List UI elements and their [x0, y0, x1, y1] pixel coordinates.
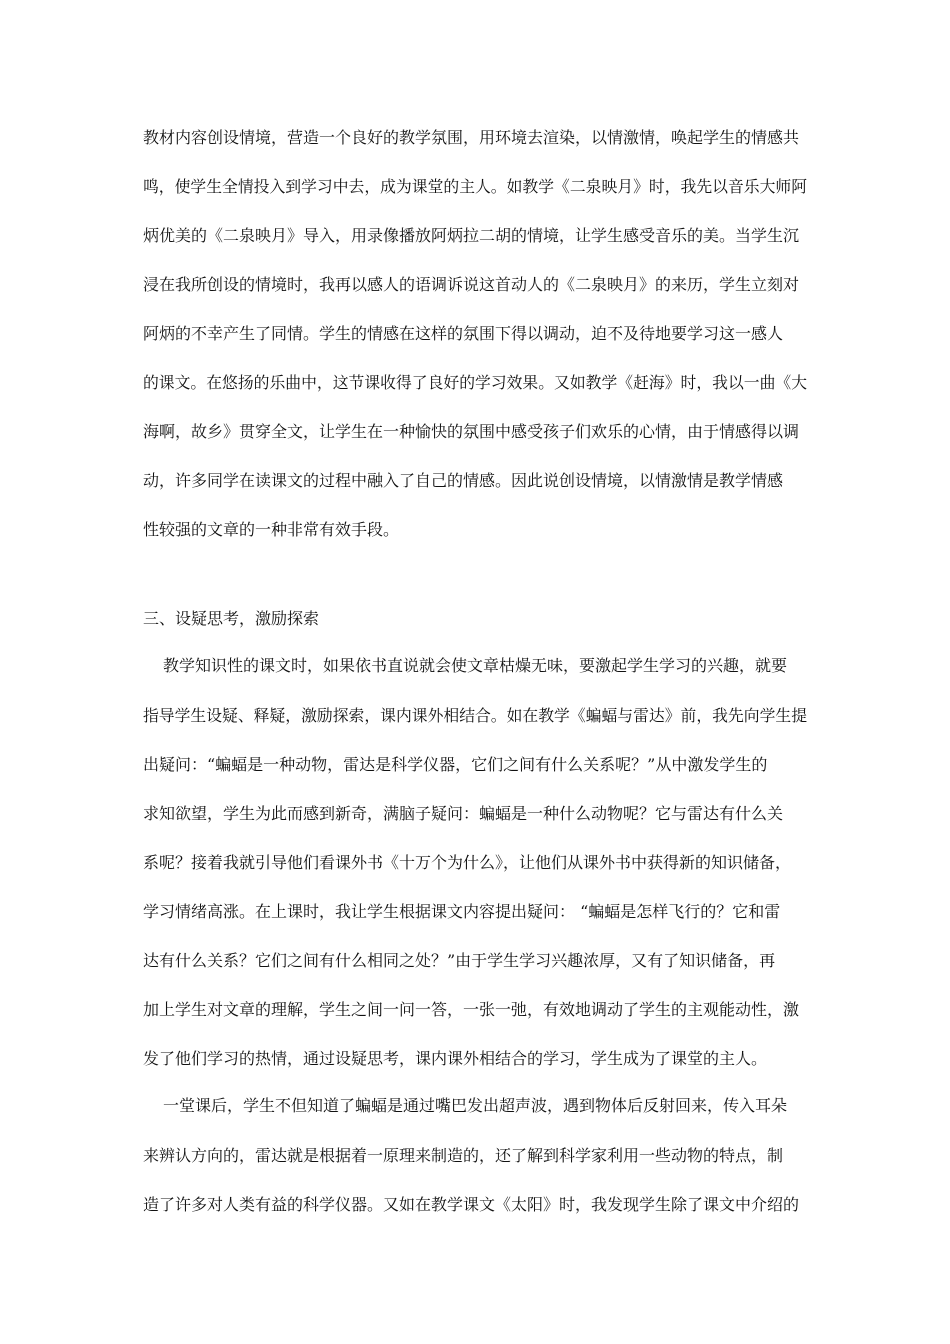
paragraph-line: 学习情绪高涨。在上课时，我让学生根据课文内容提出疑问： “蝙蝠是怎样飞行的？它和雷	[143, 902, 781, 921]
paragraph-line: 发了他们学习的热情，通过设疑思考，课内课外相结合的学习，学生成为了课堂的主人。	[143, 1049, 768, 1068]
paragraph-line: 动，许多同学在读课文的过程中融入了自己的情感。因此说创设情境，以情激情是教学情感	[143, 471, 784, 490]
paragraph-line: 教材内容创设情境，营造一个良好的教学氛围，用环境去渲染，以情激情，唤起学生的情感共	[143, 128, 800, 147]
paragraph-line: 海啊，故乡》贯穿全文，让学生在一种愉快的氛围中感受孩子们欢乐的心情，由于情感得以调	[143, 422, 800, 441]
paragraph-line: 达有什么关系？它们之间有什么相同之处？”由于学生学习兴趣浓厚，又有了知识储备，再	[143, 951, 776, 970]
paragraph-line: 指导学生设疑、释疑，激励探索，课内课外相结合。如在教学《蝙蝠与雷达》前，我先向学生提	[143, 706, 808, 725]
paragraph-line: 造了许多对人类有益的科学仪器。又如在教学课文《太阳》时，我发现学生除了课文中介绍的	[143, 1195, 800, 1214]
paragraph-line: 系呢？接着我就引导他们看课外书《十万个为什么》，让他们从课外书中获得新的知识储备，	[143, 853, 792, 872]
paragraph-line: 性较强的文章的一种非常有效手段。	[143, 520, 400, 539]
paragraph-line: 教学知识性的课文时，如果依书直说就会使文章枯燥无味，要激起学生学习的兴趣，就要	[163, 656, 788, 675]
paragraph-line: 出疑问：“蝙蝠是一种动物，雷达是科学仪器，它们之间有什么关系呢？”从中激发学生的	[143, 755, 768, 774]
section-heading: 三、设疑思考，激励探索	[143, 609, 320, 628]
paragraph-line: 鸣，使学生全情投入到学习中去，成为课堂的主人。如教学《二泉映月》时，我先以音乐大师阿	[143, 177, 808, 196]
paragraph-line: 炳优美的《二泉映月》导入，用录像播放阿炳拉二胡的情境，让学生感受音乐的美。当学生沉	[143, 226, 800, 245]
paragraph-line: 浸在我所创设的情境时，我再以感人的语调诉说这首动人的《二泉映月》的来历，学生立刻对	[143, 275, 800, 294]
paragraph-line: 阿炳的不幸产生了同情。学生的情感在这样的氛围下得以调动，迫不及待地要学习这一感人	[143, 324, 784, 343]
paragraph-line: 求知欲望，学生为此而感到新奇，满脑子疑问：蝙蝠是一种什么动物呢？它与雷达有什么关	[143, 804, 784, 823]
paragraph-line: 的课文。在悠扬的乐曲中，这节课收得了良好的学习效果。又如教学《赶海》时，我以一曲《大	[143, 373, 808, 392]
paragraph-line: 一堂课后，学生不但知道了蝙蝠是通过嘴巴发出超声波，遇到物体后反射回来，传入耳朵	[163, 1096, 788, 1115]
paragraph-line: 来辨认方向的，雷达就是根据着一原理来制造的，还了解到科学家利用一些动物的特点，制	[143, 1146, 784, 1165]
paragraph-line: 加上学生对文章的理解，学生之间一问一答，一张一弛，有效地调动了学生的主观能动性，激	[143, 1000, 800, 1019]
